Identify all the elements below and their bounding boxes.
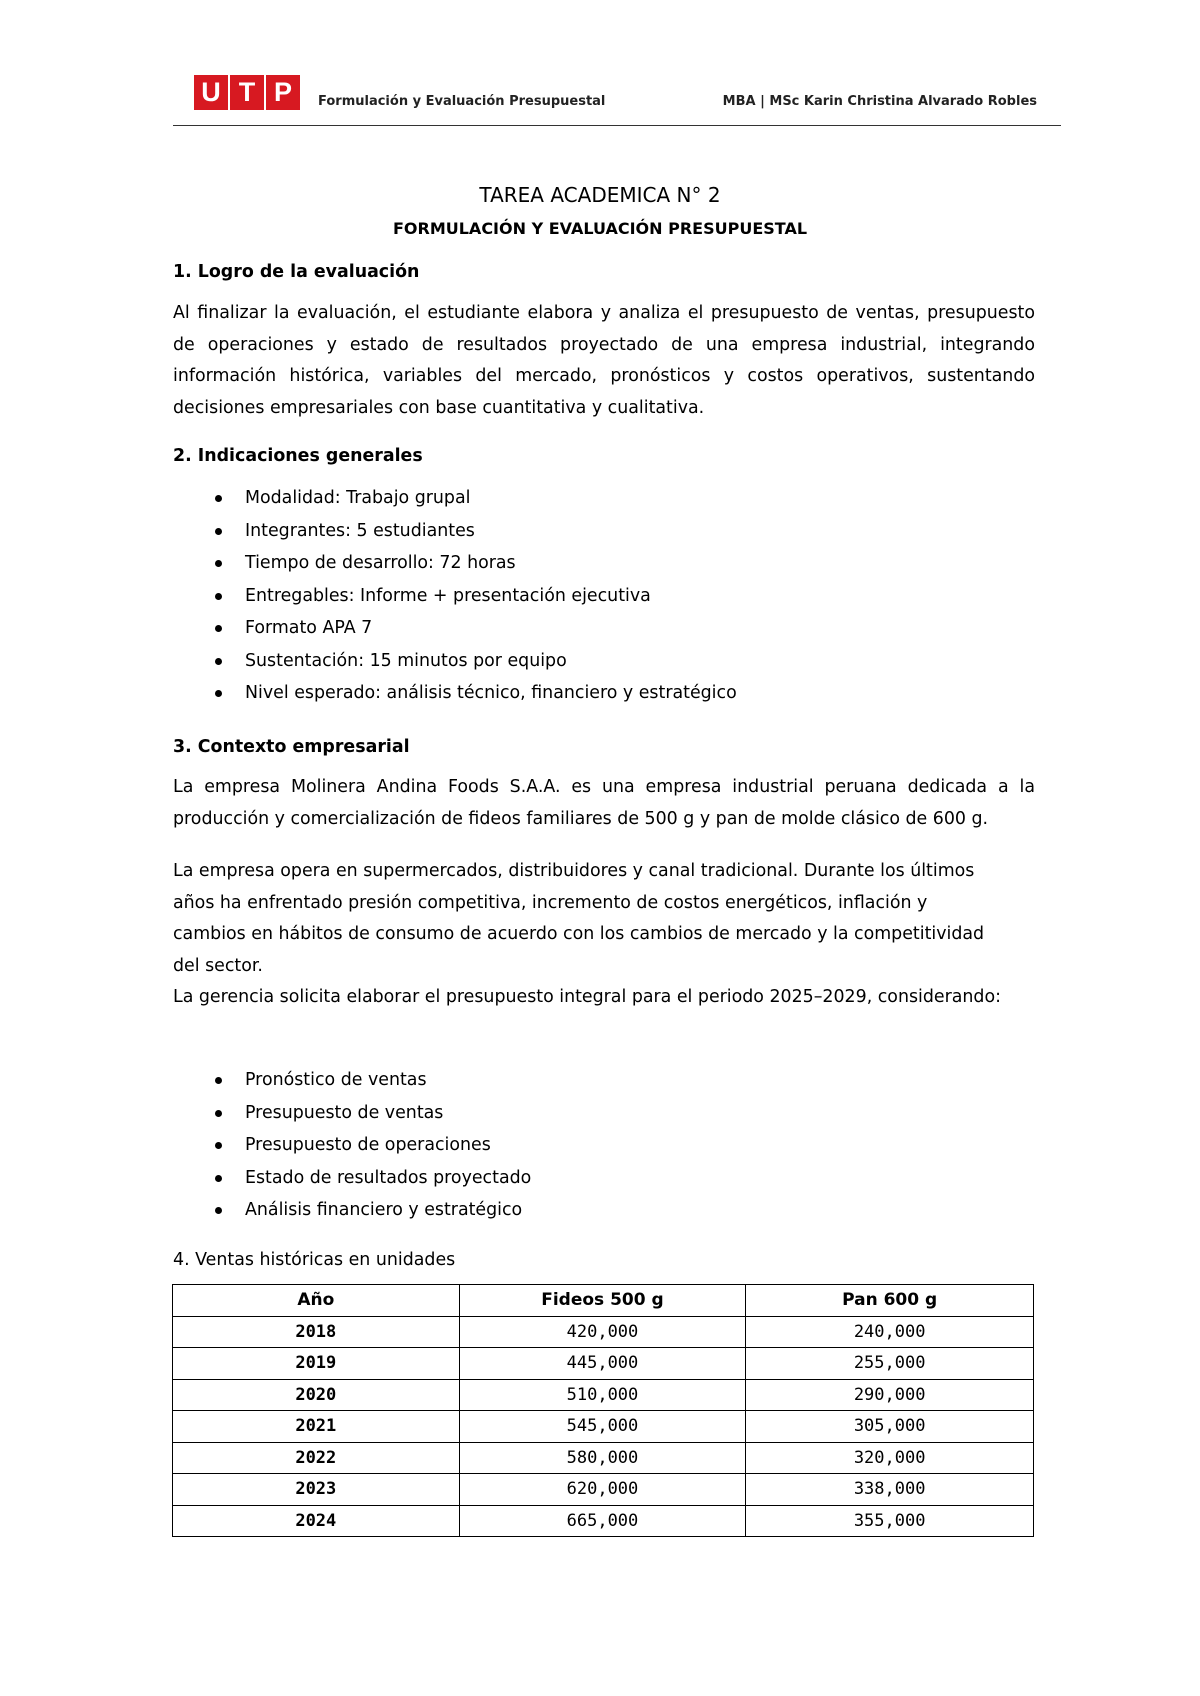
list-item: Modalidad: Trabajo grupal xyxy=(173,482,737,515)
utp-logo xyxy=(194,75,302,110)
list-item: Análisis financiero y estratégico xyxy=(173,1194,531,1227)
section-3-paragraph-1: La empresa Molinera Andina Foods S.A.A. es una empresa industrial peruana dedicada a la producción y comercialización de fideos familiares de 500 g y pan de molde clásico de 600 g. xyxy=(173,777,1035,829)
logo-letter-u: U xyxy=(194,75,228,110)
header-author: MBA | MSc Karin Christina Alvarado Robles xyxy=(722,94,1037,109)
bullet-icon xyxy=(215,1110,222,1117)
bullet-icon xyxy=(215,528,222,535)
year-cell: 2019 xyxy=(173,1348,460,1380)
year-cell: 2020 xyxy=(173,1379,460,1411)
document-title: TAREA ACADEMICA N° 2 xyxy=(479,183,721,207)
budget-components-list xyxy=(173,1064,531,1227)
table-row xyxy=(173,1442,1034,1474)
year-cell: 2022 xyxy=(173,1442,460,1474)
section-3-paragraph-3: La gerencia solicita elaborar el presupuesto integral para el periodo 2025–2029, considerando: xyxy=(173,987,1001,1007)
section-3-paragraph-2: La empresa opera en supermercados, distribuidores y canal tradicional. Durante los últimos años ha enfrentado presión competitiva, incremento de costos energéticos, inflación y cambios en hábitos de consumo de acuerdo con los cambios de mercado y la competitividad del sector. La gerencia solicita elaborar el presupuesto integral para el periodo 2025–2029, considerando: xyxy=(173,856,1053,1014)
table-row xyxy=(173,1348,1034,1380)
section-3-heading: 3. Contexto empresarial xyxy=(173,737,410,757)
table-row xyxy=(173,1379,1034,1411)
table-header-row xyxy=(173,1285,1034,1317)
header-course-name: Formulación y Evaluación Presupuestal xyxy=(318,94,606,109)
list-item: Presupuesto de operaciones xyxy=(173,1129,531,1162)
fideos-cell: 510,000 xyxy=(459,1379,746,1411)
list-item: Entregables: Informe + presentación ejecutiva xyxy=(173,580,737,613)
fideos-cell: 445,000 xyxy=(459,1348,746,1380)
bullet-icon xyxy=(215,1142,222,1149)
fideos-cell: 620,000 xyxy=(459,1474,746,1506)
fideos-cell: 580,000 xyxy=(459,1442,746,1474)
fideos-cell: 420,000 xyxy=(459,1316,746,1348)
table-row xyxy=(173,1316,1034,1348)
pan-cell: 305,000 xyxy=(746,1411,1034,1443)
column-header-fideos: Fideos 500 g xyxy=(459,1285,746,1317)
section-4-heading: 4. Ventas históricas en unidades xyxy=(173,1250,456,1270)
list-item: Sustentación: 15 minutos por equipo xyxy=(173,645,737,678)
year-cell: 2021 xyxy=(173,1411,460,1443)
bullet-icon xyxy=(215,1207,222,1214)
column-header-pan: Pan 600 g xyxy=(746,1285,1034,1317)
table-row xyxy=(173,1474,1034,1506)
pan-cell: 255,000 xyxy=(746,1348,1034,1380)
historical-sales-table xyxy=(172,1284,1034,1537)
logo-letter-p: P xyxy=(266,75,300,110)
column-header-year: Año xyxy=(173,1285,460,1317)
table-row xyxy=(173,1505,1034,1537)
logo-letter-t: T xyxy=(230,75,264,110)
year-cell: 2018 xyxy=(173,1316,460,1348)
bullet-icon xyxy=(215,1175,222,1182)
list-item: Tiempo de desarrollo: 72 horas xyxy=(173,547,737,580)
year-cell: 2023 xyxy=(173,1474,460,1506)
list-item: Presupuesto de ventas xyxy=(173,1097,531,1130)
bullet-icon xyxy=(215,625,222,632)
pan-cell: 240,000 xyxy=(746,1316,1034,1348)
bullet-icon xyxy=(215,658,222,665)
general-indications-list xyxy=(173,482,737,710)
list-item: Integrantes: 5 estudiantes xyxy=(173,515,737,548)
year-cell: 2024 xyxy=(173,1505,460,1537)
table-row xyxy=(173,1411,1034,1443)
section-1-text: Al finalizar la evaluación, el estudiante elabora y analiza el presupuesto de ventas, presupuesto de operaciones y estado de resultados proyectado de una empresa industrial, integrando información histórica, variables del mercado, pronósticos y costos operativos, sustentando decisiones empresariales con base cuantitativa y cualitativa. xyxy=(173,303,1035,418)
list-item: Estado de resultados proyectado xyxy=(173,1162,531,1195)
bullet-icon xyxy=(215,593,222,600)
pan-cell: 338,000 xyxy=(746,1474,1034,1506)
pan-cell: 355,000 xyxy=(746,1505,1034,1537)
section-1-heading: 1. Logro de la evaluación xyxy=(173,262,420,282)
bullet-icon xyxy=(215,495,222,502)
section-2-heading: 2. Indicaciones generales xyxy=(173,446,423,466)
list-item: Pronóstico de ventas xyxy=(173,1064,531,1097)
bullet-icon xyxy=(215,1077,222,1084)
list-item: Nivel esperado: análisis técnico, financiero y estratégico xyxy=(173,677,737,710)
bullet-icon xyxy=(215,690,222,697)
header-divider xyxy=(173,125,1061,126)
document-subtitle: FORMULACIÓN Y EVALUACIÓN PRESUPUESTAL xyxy=(392,219,808,238)
fideos-cell: 665,000 xyxy=(459,1505,746,1537)
pan-cell: 290,000 xyxy=(746,1379,1034,1411)
pan-cell: 320,000 xyxy=(746,1442,1034,1474)
bullet-icon xyxy=(215,560,222,567)
list-item: Formato APA 7 xyxy=(173,612,737,645)
page-header xyxy=(173,72,1061,128)
fideos-cell: 545,000 xyxy=(459,1411,746,1443)
